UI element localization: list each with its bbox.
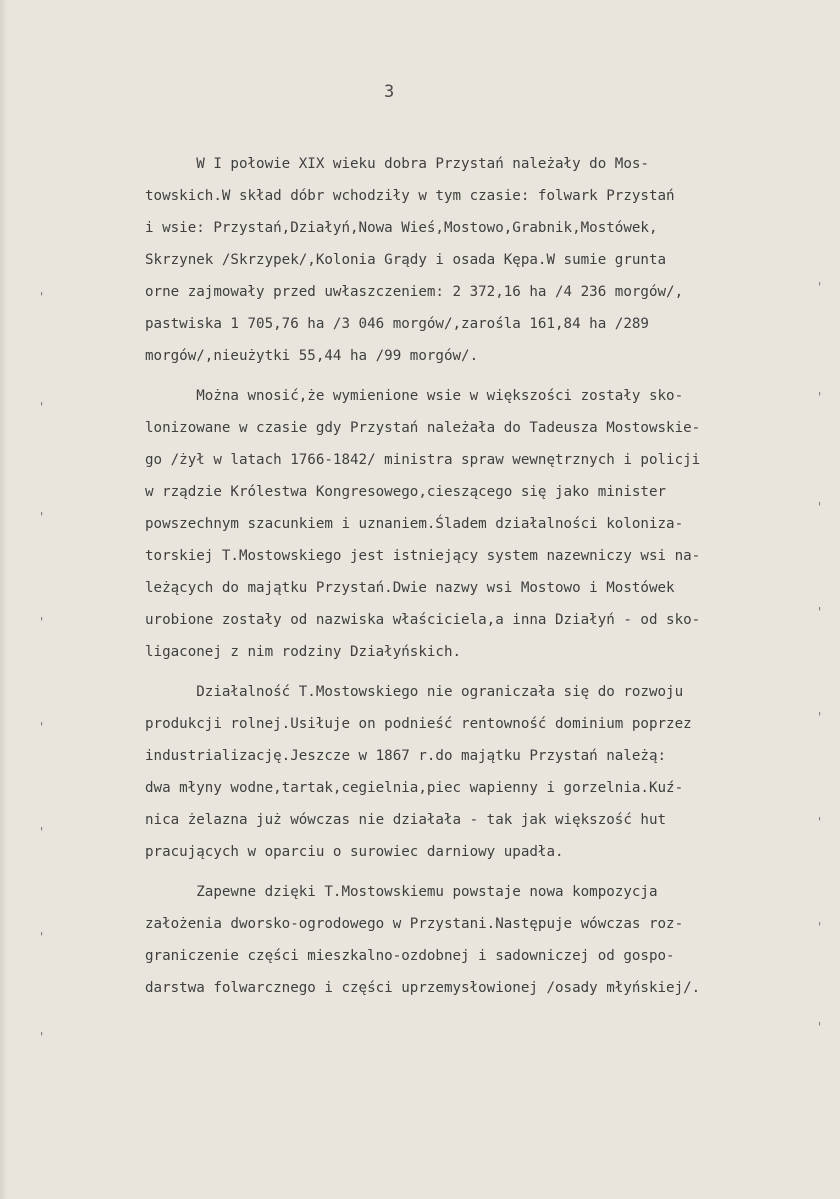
text-line: w rządzie Królestwa Kongresowego,cieszącego się jako minister [145, 484, 667, 500]
text-line: nica żelazna już wówczas nie działała - tak jak większość hut [145, 812, 667, 828]
text-line: darstwa folwarcznego i części uprzemysłowionej /osady młyńskiej/. [145, 980, 701, 996]
margin-mark: ' [38, 510, 46, 524]
text-line: orne zajmowały przed uwłaszczeniem: 2 372,16 ha /4 236 morgów/, [145, 284, 684, 300]
text-line: leżących do majątku Przystań.Dwie nazwy wsi Mostowo i Mostówek [145, 580, 675, 596]
text-line: produkcji rolnej.Usiłuje on podnieść rentowność dominium poprzez [145, 716, 692, 732]
margin-mark: ' [38, 720, 46, 734]
text-line: graniczenie części mieszkalno-ozdobnej i sadowniczej od gospo- [145, 948, 675, 964]
margin-mark: ' [38, 1030, 46, 1044]
text-line: dwa młyny wodne,tartak,cegielnia,piec wapienny i gorzelnia.Kuź- [145, 780, 684, 796]
margin-mark: ' [38, 930, 46, 944]
text-line: powszechnym szacunkiem i uznaniem.Śladem działalności koloniza- [145, 516, 684, 532]
text-line: pracujących w oparciu o surowiec darniowy upadła. [145, 844, 564, 860]
text-line: Zapewne dzięki T.Mostowskiemu powstaje nowa kompozycja [145, 884, 658, 900]
margin-mark: ' [38, 290, 46, 304]
text-line: morgów/,nieużytki 55,44 ha /99 morgów/. [145, 348, 479, 364]
page-edge-shadow [0, 0, 8, 1199]
text-line: towskich.W skład dóbr wchodziły w tym czasie: folwark Przystań [145, 188, 675, 204]
text-line: i wsie: Przystań,Działyń,Nowa Wieś,Mostowo,Grabnik,Mostówek, [145, 220, 658, 236]
margin-mark: ' [816, 605, 824, 619]
margin-mark: ' [38, 825, 46, 839]
text-line: Można wnosić,że wymienione wsie w większości zostały sko- [145, 388, 684, 404]
margin-mark: ' [816, 920, 824, 934]
margin-mark: ' [816, 815, 824, 829]
page-number: 3 [384, 82, 395, 102]
margin-mark: ' [816, 710, 824, 724]
text-line: industrializację.Jeszcze w 1867 r.do majątku Przystań należą: [145, 748, 667, 764]
margin-mark: ' [38, 400, 46, 414]
typewritten-text-body [145, 148, 835, 1004]
text-line: pastwiska 1 705,76 ha /3 046 morgów/,zarośla 161,84 ha /289 [145, 316, 649, 332]
text-line: założenia dworsko-ogrodowego w Przystani.Następuje wówczas roz- [145, 916, 684, 932]
text-line: W I połowie XIX wieku dobra Przystań należały do Mos- [145, 156, 649, 172]
text-line: torskiej T.Mostowskiego jest istniejący system nazewniczy wsi na- [145, 548, 701, 564]
text-line: Skrzynek /Skrzypek/,Kolonia Grądy i osada Kępa.W sumie grunta [145, 252, 667, 268]
text-line: urobione zostały od nazwiska właściciela,a inna Działyń - od sko- [145, 612, 701, 628]
text-line: lonizowane w czasie gdy Przystań należała do Tadeusza Mostowskie- [145, 420, 701, 436]
margin-mark: ' [816, 390, 824, 404]
margin-mark: ' [816, 1020, 824, 1034]
margin-mark: ' [816, 500, 824, 514]
margin-mark: ' [816, 280, 824, 294]
text-line: go /żył w latach 1766-1842/ ministra spraw wewnętrznych i policji [145, 452, 701, 468]
margin-mark: ' [38, 615, 46, 629]
text-line: Działalność T.Mostowskiego nie ograniczała się do rozwoju [145, 684, 684, 700]
text-line: ligaconej z nim rodziny Działyńskich. [145, 644, 462, 660]
